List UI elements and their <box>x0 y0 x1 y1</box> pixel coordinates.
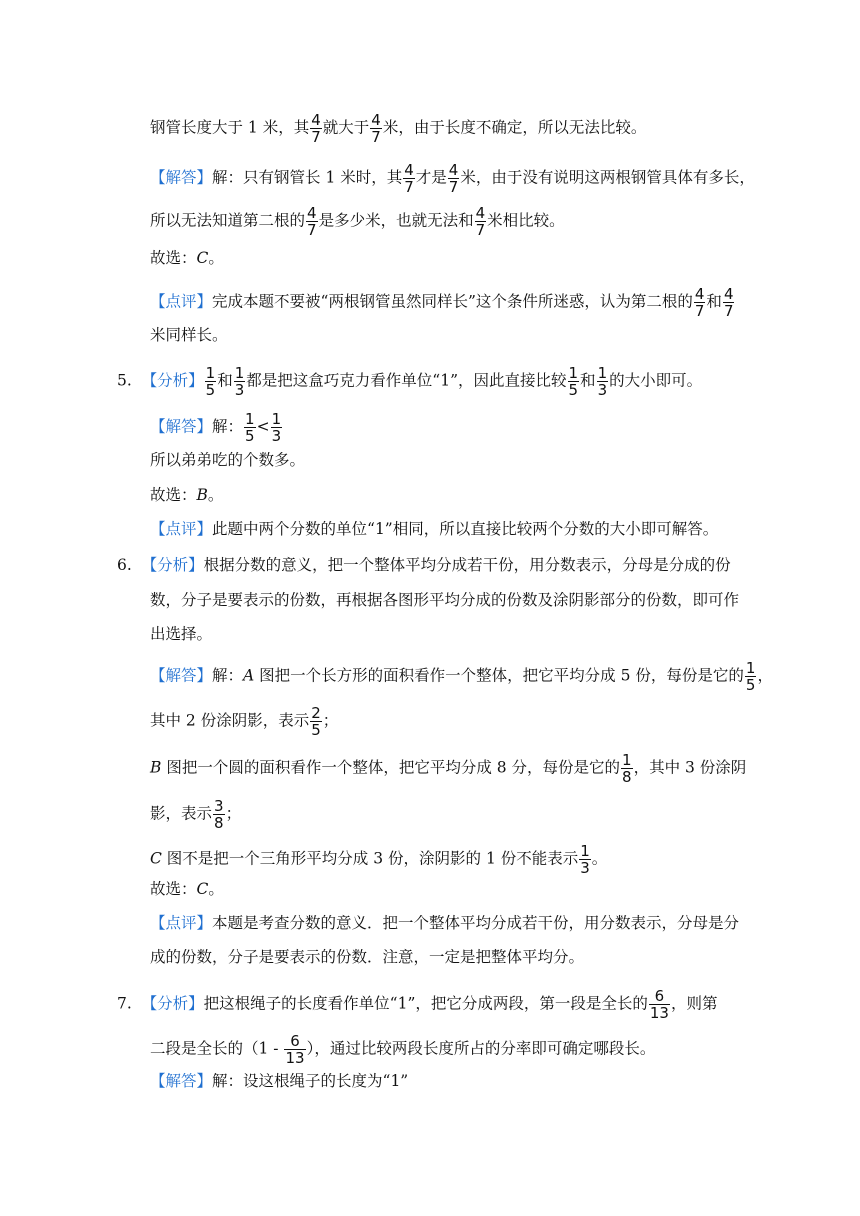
answer-tag: 【解答】 <box>150 417 213 436</box>
q6-answer-line-2: 其中 2 份涂阴影，表示 $\frac{2}{5}$ ； <box>150 704 339 739</box>
text: 钢管长度大于 1 米，其 <box>150 118 310 137</box>
fraction-4-7: $\frac{4}{7}$ <box>311 111 321 146</box>
q6-choice: 故选：C。 <box>150 880 224 898</box>
q5-answer: 【解答】解： $\frac{1}{5}$ < $\frac{1}{3}$ <box>150 410 282 445</box>
q6-analysis-line-3: 出选择。 <box>150 625 213 643</box>
analysis-tag: 【分析】 <box>141 556 204 574</box>
fraction-1-3: $\frac{1}{3}$ <box>234 364 245 399</box>
fraction-1-5: $\frac{1}{5}$ <box>568 364 579 399</box>
fraction-1-3: $\frac{1}{3}$ <box>597 364 608 399</box>
fraction-1-3: $\frac{1}{3}$ <box>580 842 590 877</box>
q5-analysis: 5. 【分析】 $\frac{1}{5}$ 和 $\frac{1}{3}$ 都是把这盒巧克力看作单位“1”，因此直接比较 $\frac{1}{5}$ 和 $\frac{1}{3}$ 的大小即可。 <box>117 364 703 399</box>
fraction-6-13: $\frac{6}{13}$ <box>285 1032 305 1067</box>
q6-analysis-line-2: 数，分子是要表示的份数，再根据各图形平均分成的份数及涂阴影部分的份数，即可作 <box>150 591 740 609</box>
fraction-6-13: $\frac{6}{13}$ <box>649 987 669 1022</box>
q5-comment: 【点评】此题中两个分数的单位“1”相同，所以直接比较两个分数的大小即可解答。 <box>150 520 719 538</box>
answer-tag: 【解答】 <box>150 666 213 685</box>
fraction-4-7: $\frac{4}{7}$ <box>448 161 459 196</box>
analysis-tag: 【分析】 <box>141 371 204 390</box>
fraction-1-8: $\frac{1}{8}$ <box>622 751 632 786</box>
question-number: 5. <box>117 371 132 390</box>
q4-comment-line-1: 【点评】完成本题不要被“两根钢管虽然同样长”这个条件所迷惑，认为第二根的 $\frac{4}{7}$ 和 $\frac{4}{7}$ <box>150 285 734 320</box>
comment-tag: 【点评】 <box>150 292 213 311</box>
q4-answer-line-2: 所以无法知道第二根的 $\frac{4}{7}$ 是多少米，也就无法和 $\frac{4}{7}$ 米相比较。 <box>150 204 565 239</box>
question-number: 6. <box>117 556 132 574</box>
q4-analysis-line <box>150 112 646 145</box>
answer-tag: 【解答】 <box>150 1072 213 1090</box>
less-than-sign: < <box>256 417 270 436</box>
q7-analysis-line-1: 7. 【分析】把这根绳子的长度看作单位“1”，把它分成两段，第一段是全长的 $\frac{6}{13}$ ，则第 <box>117 987 718 1022</box>
fraction-3-8: $\frac{3}{8}$ <box>214 797 224 832</box>
q6-answer-line-1: 【解答】解：A 图把一个长方形的面积看作一个整体，把它平均分成 5 份，每份是它的 $\frac{1}{5}$ ， <box>150 659 773 694</box>
q4-answer-line-1: 【解答】解：只有钢管长 1 米时，其 $\frac{4}{7}$ 才是 $\frac{4}{7}$ 米，由于没有说明这两根钢管具体有多长， <box>150 161 755 196</box>
fraction-1-3: $\frac{1}{3}$ <box>271 410 282 445</box>
fraction-4-7: $\frac{4}{7}$ <box>694 285 705 320</box>
text: 米，由于长度不确定，所以无法比较。 <box>382 118 647 137</box>
q6-answer-line-4: 影，表示 $\frac{3}{8}$ ； <box>150 797 242 832</box>
fraction-4-7: $\frac{4}{7}$ <box>475 204 486 239</box>
text: 就大于 <box>322 118 370 137</box>
q6-answer-line-5: C 图不是把一个三角形平均分成 3 份，涂阴影的 1 份不能表示 $\frac{1}{3}$ 。 <box>150 842 608 877</box>
fraction-1-5: $\frac{1}{5}$ <box>245 410 255 445</box>
question-number: 7. <box>117 994 132 1013</box>
q4-comment-line-2: 米同样长。 <box>150 326 228 344</box>
q6-comment-line-2: 成的份数，分子是要表示的份数．注意，一定是把整体平均分。 <box>150 948 585 966</box>
analysis-tag: 【分析】 <box>141 994 204 1013</box>
q6-analysis-line-1: 6. 【分析】根据分数的意义，把一个整体平均分成若干份，用分数表示，分母是分成的份 <box>117 556 731 574</box>
q6-answer-line-3: B 图把一个圆的面积看作一个整体，把它平均分成 8 分，每份是它的 $\frac{1}{8}$ ，其中 3 份涂阴 <box>150 751 747 786</box>
fraction-4-7: $\frac{4}{7}$ <box>723 285 734 320</box>
answer-tag: 【解答】 <box>150 168 213 187</box>
fraction-1-5: $\frac{1}{5}$ <box>745 659 756 694</box>
q5-choice: 故选：B。 <box>150 486 224 504</box>
comment-tag: 【点评】 <box>150 914 213 932</box>
fraction-4-7: $\frac{4}{7}$ <box>307 204 317 239</box>
q5-answer-line-2: 所以弟弟吃的个数多。 <box>150 451 306 469</box>
fraction-4-7: $\frac{4}{7}$ <box>404 161 414 196</box>
q7-answer: 【解答】解：设这根绳子的长度为“1” <box>150 1072 409 1090</box>
fraction-2-5: $\frac{2}{5}$ <box>311 704 321 739</box>
fraction-1-5: $\frac{1}{5}$ <box>205 364 216 399</box>
q4-choice: 故选：C。 <box>150 249 224 267</box>
q6-comment-line-1: 【点评】本题是考查分数的意义．把一个整体平均分成若干份，用分数表示，分母是分 <box>150 914 740 932</box>
fraction-4-7: $\frac{4}{7}$ <box>371 111 381 146</box>
q7-analysis-line-2: 二段是全长的（1 - $\frac{6}{13}$ ），通过比较两段长度所占的分率即可确定哪段长。 <box>150 1032 656 1067</box>
comment-tag: 【点评】 <box>150 520 213 538</box>
